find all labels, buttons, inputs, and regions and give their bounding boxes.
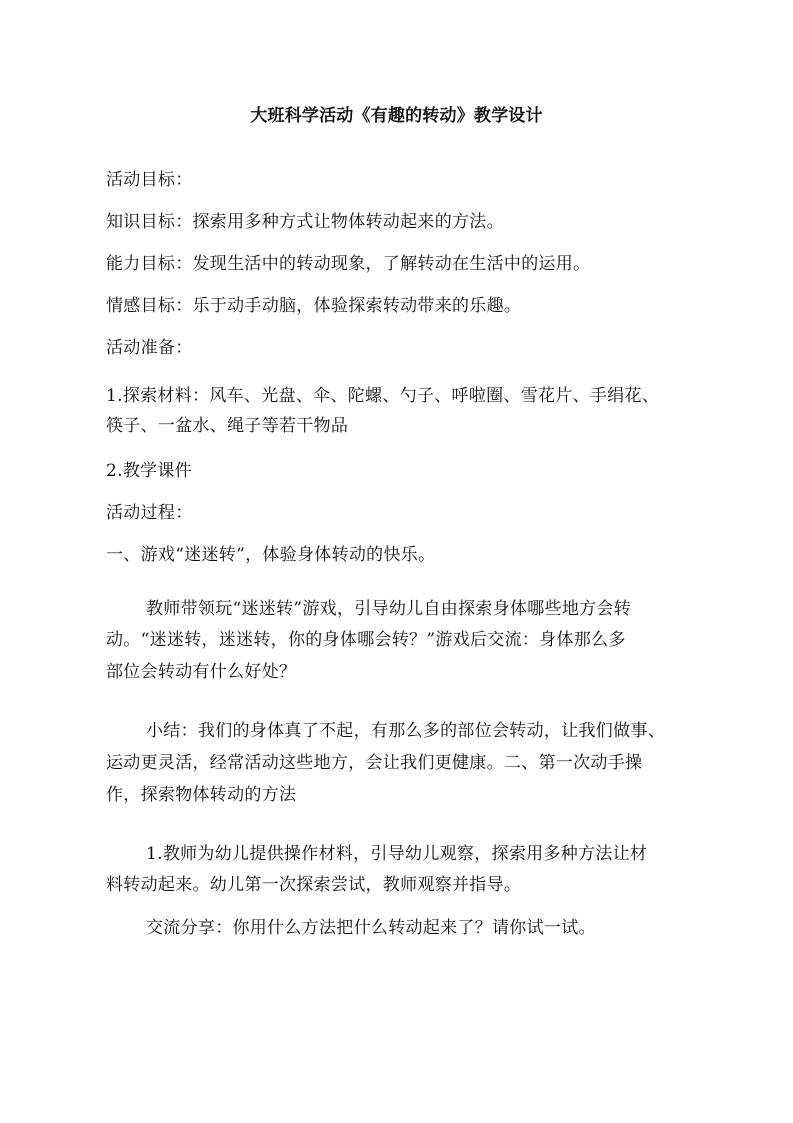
document-title: 大班科学活动《有趣的转动》教学设计 <box>250 106 543 126</box>
paragraph-sharing: 交流分享：你用什么方法把什么转动起来了？请你试一试。 <box>146 918 596 938</box>
section-heading-goals: 活动目标： <box>106 170 193 190</box>
paragraph-summary-line1: 小结：我们的身体真了不起，有那么多的部位会转动，让我们做事、 <box>146 721 665 741</box>
paragraph-materials-line2: 筷子、一盆水、绳子等若干物品 <box>106 416 349 436</box>
paragraph-game-line2: 动。“迷迷转，迷迷转，你的身体哪会转？”游戏后交流：身体那么多 <box>106 630 626 650</box>
paragraph-game-line3: 部位会转动有什么好处？ <box>106 662 297 682</box>
section-heading-preparation: 活动准备： <box>106 338 193 358</box>
paragraph-ability-goal: 能力目标：发现生活中的转动现象，了解转动在生活中的运用。 <box>106 254 591 274</box>
paragraph-summary-line2: 运动更灵活，经常活动这些地方，会让我们更健康。二、第一次动手操 <box>106 753 643 773</box>
paragraph-materials-line1: 1.探索材料：风车、光盘、伞、陀螺、勺子、呼啦圈、雪花片、手绢花、 <box>106 386 660 406</box>
paragraph-summary-line3: 作，探索物体转动的方法 <box>106 785 297 805</box>
paragraph-emotion-goal: 情感目标：乐于动手动脑，体验探索转动带来的乐趣。 <box>106 296 522 316</box>
paragraph-courseware: 2.教学课件 <box>106 461 193 481</box>
paragraph-game-line1: 教师带领玩“迷迷转”游戏，引导幼儿自由探索身体哪些地方会转 <box>146 599 632 619</box>
subheading-game: 一、游戏“迷迷转”，体验身体转动的快乐。 <box>106 545 436 565</box>
section-heading-process: 活动过程： <box>106 503 193 523</box>
paragraph-operation-line1: 1.教师为幼儿提供操作材料，引导幼儿观察，探索用多种方法让材 <box>146 844 648 864</box>
paragraph-operation-line2: 料转动起来。幼儿第一次探索尝试，教师观察并指导。 <box>106 875 522 895</box>
paragraph-knowledge-goal: 知识目标：探索用多种方式让物体转动起来的方法。 <box>106 212 504 232</box>
